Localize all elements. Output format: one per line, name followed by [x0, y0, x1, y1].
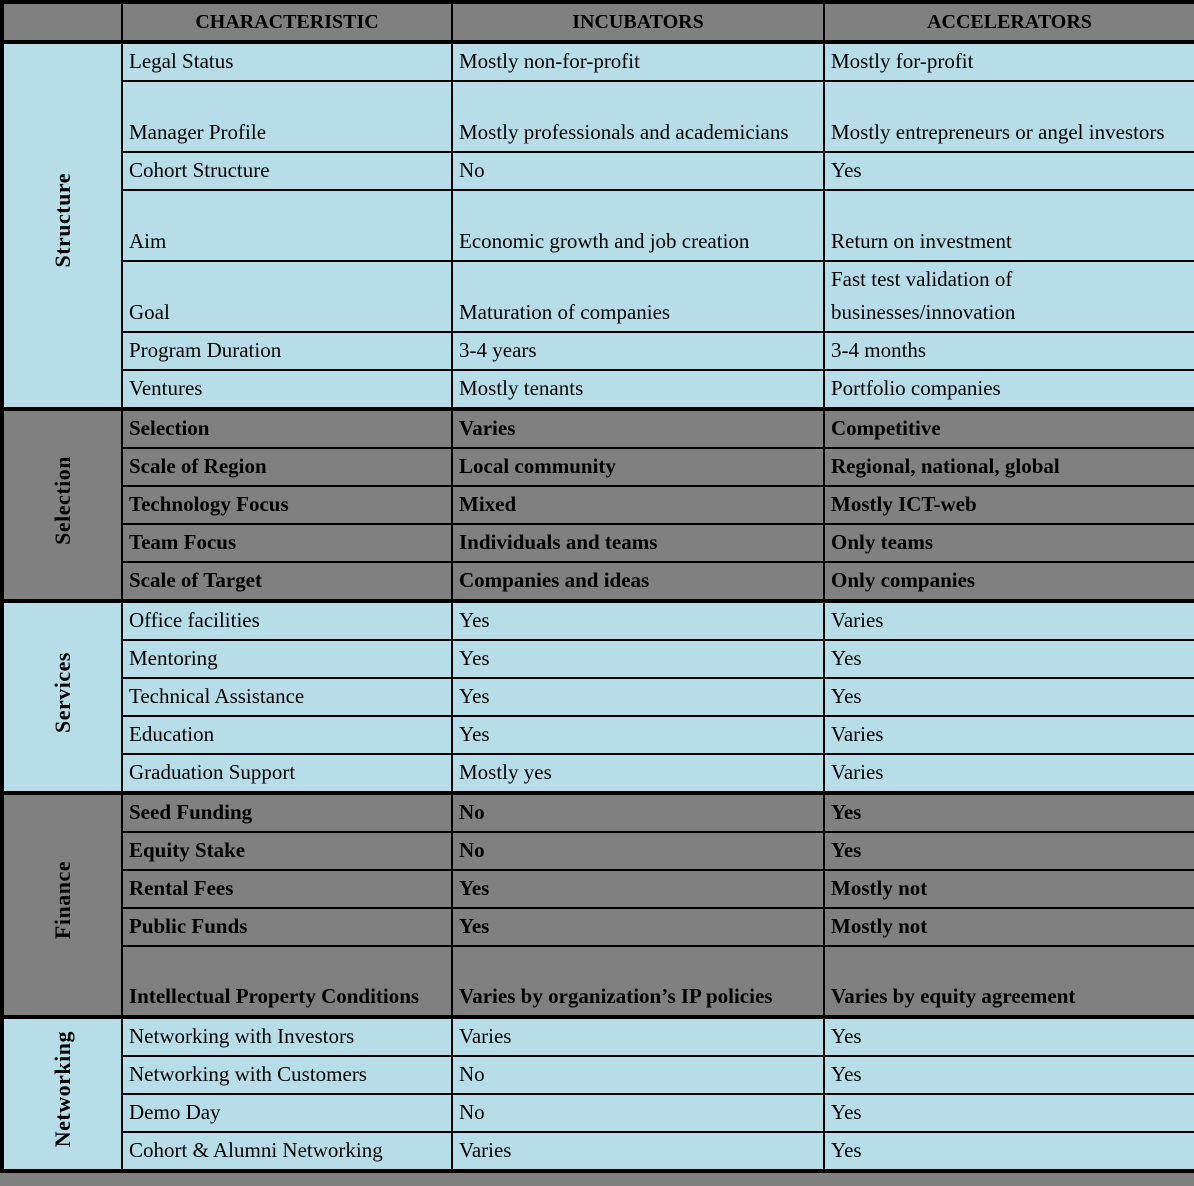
- table-row: [2, 640, 1194, 678]
- section-label-services: [2, 601, 122, 793]
- table-row: [2, 1094, 1194, 1132]
- section-label-finance: [2, 793, 122, 1017]
- incubators-cell: Varies: [452, 1017, 824, 1056]
- incubators-cell: Mixed: [452, 486, 824, 524]
- section-label-text: Structure: [49, 173, 75, 268]
- table-row: [2, 1132, 1194, 1171]
- characteristic-cell: Education: [122, 716, 452, 754]
- characteristic-cell: Ventures: [122, 370, 452, 409]
- accelerators-cell: Competitive: [824, 409, 1194, 448]
- table-row: [2, 754, 1194, 793]
- section-label-text: Selection: [49, 455, 75, 545]
- incubators-cell: Varies by organization’s IP policies: [452, 946, 824, 1017]
- characteristic-cell: Public Funds: [122, 908, 452, 946]
- table-row: [2, 42, 1194, 81]
- incubators-cell: Companies and ideas: [452, 562, 824, 601]
- characteristic-cell: Technology Focus: [122, 486, 452, 524]
- characteristic-cell: Office facilities: [122, 601, 452, 640]
- table-row: [2, 524, 1194, 562]
- accelerators-cell: Varies by equity agreement: [824, 946, 1194, 1017]
- section-label-text: Finance: [49, 860, 75, 940]
- incubators-cell: No: [452, 793, 824, 832]
- characteristic-cell: Technical Assistance: [122, 678, 452, 716]
- accelerators-cell: Only companies: [824, 562, 1194, 601]
- characteristic-cell: Graduation Support: [122, 754, 452, 793]
- table-row: [2, 793, 1194, 832]
- header-characteristic: CHARACTERISTIC: [122, 2, 452, 42]
- table-row: [2, 409, 1194, 448]
- table-row: [2, 832, 1194, 870]
- accelerators-cell: Varies: [824, 601, 1194, 640]
- accelerators-cell: Mostly not: [824, 870, 1194, 908]
- table-body: [2, 42, 1194, 1171]
- section-label-structure: [2, 42, 122, 409]
- incubators-cell: Yes: [452, 716, 824, 754]
- accelerators-cell: Mostly ICT-web: [824, 486, 1194, 524]
- characteristic-cell: Rental Fees: [122, 870, 452, 908]
- incubators-cell: Mostly tenants: [452, 370, 824, 409]
- table-row: [2, 601, 1194, 640]
- table-row: [2, 152, 1194, 190]
- section-label-networking: [2, 1017, 122, 1171]
- accelerators-cell: 3-4 months: [824, 332, 1194, 370]
- accelerators-cell: Yes: [824, 1017, 1194, 1056]
- incubators-cell: Yes: [452, 601, 824, 640]
- incubators-cell: Varies: [452, 1132, 824, 1171]
- characteristic-cell: Program Duration: [122, 332, 452, 370]
- corner-cell: [2, 2, 122, 42]
- section-label-text: Networking: [49, 1030, 75, 1148]
- accelerators-cell: Yes: [824, 1132, 1194, 1171]
- accelerators-cell: Mostly for-profit: [824, 42, 1194, 81]
- accelerators-cell: Yes: [824, 832, 1194, 870]
- accelerators-cell: Yes: [824, 1056, 1194, 1094]
- accelerators-cell: Yes: [824, 1094, 1194, 1132]
- accelerators-cell: Mostly not: [824, 908, 1194, 946]
- table-row: [2, 332, 1194, 370]
- characteristic-cell: Mentoring: [122, 640, 452, 678]
- characteristic-cell: Cohort & Alumni Networking: [122, 1132, 452, 1171]
- table-row: [2, 370, 1194, 409]
- accelerators-cell: Portfolio companies: [824, 370, 1194, 409]
- incubators-cell: Local community: [452, 448, 824, 486]
- accelerators-cell: Yes: [824, 640, 1194, 678]
- incubators-cell: Individuals and teams: [452, 524, 824, 562]
- characteristic-cell: Goal: [122, 261, 452, 332]
- incubators-cell: 3-4 years: [452, 332, 824, 370]
- table-header: [2, 2, 1194, 42]
- table-row: [2, 261, 1194, 332]
- characteristic-cell: Networking with Investors: [122, 1017, 452, 1056]
- header-accelerators: ACCELERATORS: [824, 2, 1194, 42]
- accelerators-cell: Yes: [824, 793, 1194, 832]
- characteristic-cell: Cohort Structure: [122, 152, 452, 190]
- header-incubators: INCUBATORS: [452, 2, 824, 42]
- characteristic-cell: Seed Funding: [122, 793, 452, 832]
- characteristic-cell: Manager Profile: [122, 81, 452, 152]
- characteristic-cell: Networking with Customers: [122, 1056, 452, 1094]
- table-row: [2, 562, 1194, 601]
- accelerators-cell: Mostly entrepreneurs or angel investors: [824, 81, 1194, 152]
- bottom-gray-strip: [0, 1173, 1194, 1186]
- incubators-cell: No: [452, 1094, 824, 1132]
- incubators-cell: No: [452, 1056, 824, 1094]
- characteristic-cell: Legal Status: [122, 42, 452, 81]
- incubators-cell: Economic growth and job creation: [452, 190, 824, 261]
- incubators-cell: Maturation of companies: [452, 261, 824, 332]
- table-row: [2, 908, 1194, 946]
- table-row: [2, 486, 1194, 524]
- accelerators-cell: Varies: [824, 716, 1194, 754]
- characteristic-cell: Scale of Region: [122, 448, 452, 486]
- incubators-cell: Mostly non-for-profit: [452, 42, 824, 81]
- incubators-cell: No: [452, 832, 824, 870]
- header-row: [2, 2, 1194, 42]
- accelerators-cell: Varies: [824, 754, 1194, 793]
- accelerators-cell: Yes: [824, 678, 1194, 716]
- characteristic-cell: Intellectual Property Conditions: [122, 946, 452, 1017]
- characteristic-cell: Equity Stake: [122, 832, 452, 870]
- incubators-cell: No: [452, 152, 824, 190]
- incubators-cell: Yes: [452, 870, 824, 908]
- table-row: [2, 678, 1194, 716]
- table-row: [2, 81, 1194, 152]
- table-row: [2, 716, 1194, 754]
- table-row: [2, 946, 1194, 1017]
- incubators-cell: Varies: [452, 409, 824, 448]
- table-row: [2, 190, 1194, 261]
- incubators-cell: Yes: [452, 908, 824, 946]
- incubators-cell: Yes: [452, 640, 824, 678]
- section-label-selection: [2, 409, 122, 601]
- characteristic-cell: Demo Day: [122, 1094, 452, 1132]
- table-row: [2, 1056, 1194, 1094]
- accelerators-cell: Yes: [824, 152, 1194, 190]
- characteristic-cell: Aim: [122, 190, 452, 261]
- incubators-cell: Mostly yes: [452, 754, 824, 793]
- characteristic-cell: Selection: [122, 409, 452, 448]
- characteristic-cell: Team Focus: [122, 524, 452, 562]
- accelerators-cell: Regional, national, global: [824, 448, 1194, 486]
- accelerators-cell: Return on investment: [824, 190, 1194, 261]
- accelerators-cell: Fast test validation of businesses/innovation: [824, 261, 1194, 332]
- accelerators-cell: Only teams: [824, 524, 1194, 562]
- table-row: [2, 1017, 1194, 1056]
- incubators-cell: Yes: [452, 678, 824, 716]
- section-label-text: Services: [49, 651, 75, 733]
- characteristic-cell: Scale of Target: [122, 562, 452, 601]
- table-row: [2, 448, 1194, 486]
- table-row: [2, 870, 1194, 908]
- incubators-cell: Mostly professionals and academicians: [452, 81, 824, 152]
